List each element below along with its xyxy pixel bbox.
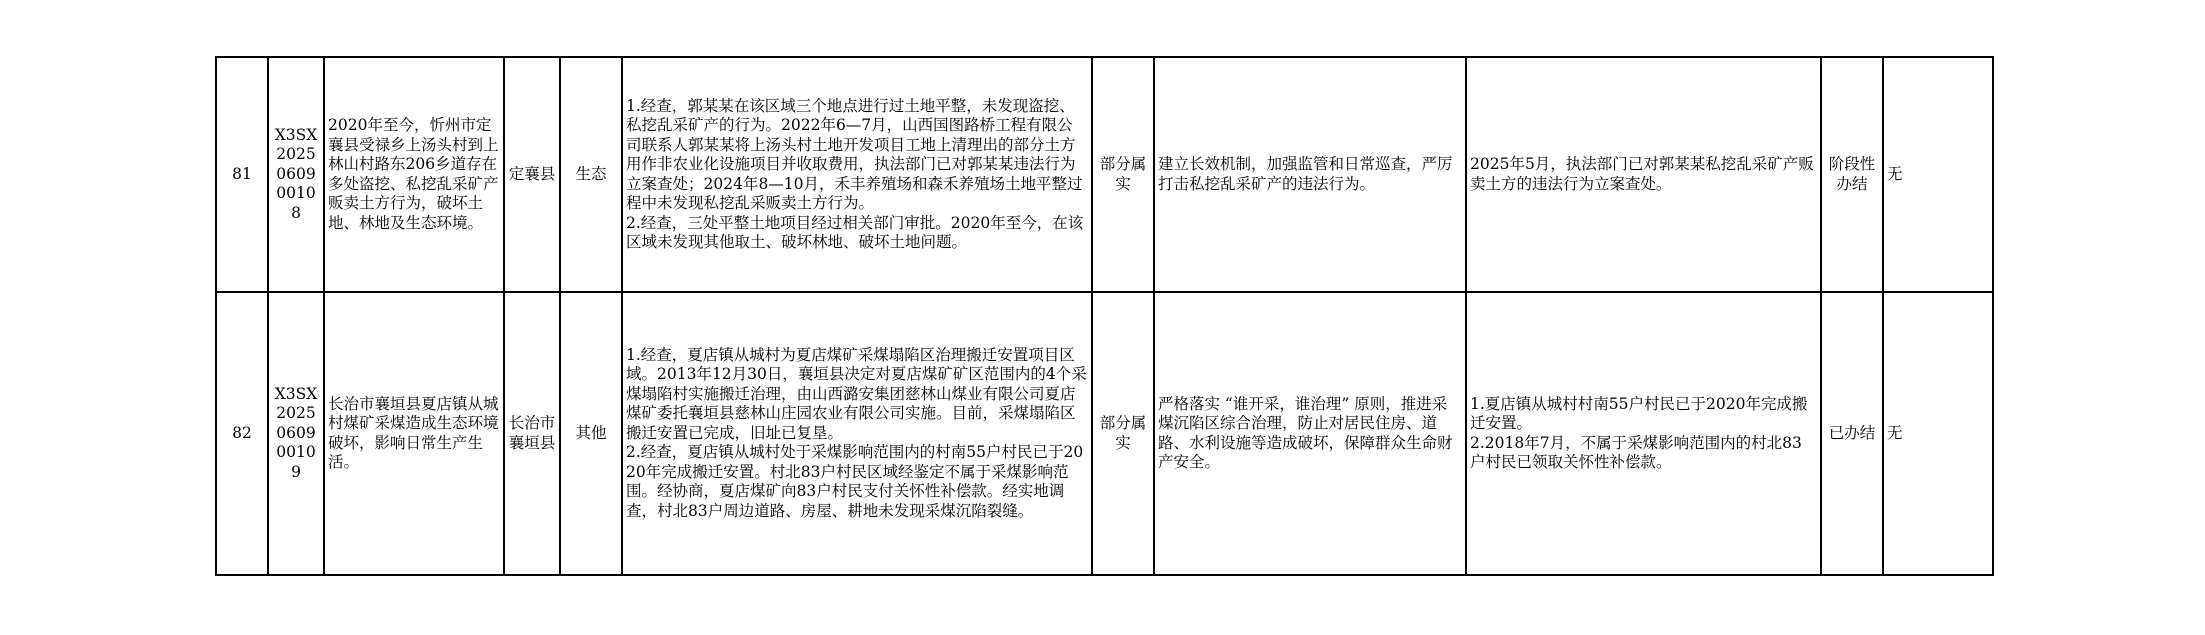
findings-paragraph: 1.经查，夏店镇从城村为夏店煤矿采煤塌陷区治理搬迁安置项目区域。2013年12月30日，襄垣县决定对夏店煤矿矿区范围内的4个采煤塌陷村实施搬迁治理，由山西潞安集团慈林山煤业有限公司夏店煤矿委托襄垣县慈林山庄园农业有限公司实施。目前，采煤塌陷区搬迁安置已完成，旧址已复垦。: [626, 345, 1087, 442]
case-number: 81: [216, 57, 268, 292]
pollution-category: 其他: [560, 292, 622, 575]
findings-paragraph: 2.经查，夏店镇从城村处于采煤影响范围内的村南55户村民已于2020年完成搬迁安置。村北83户村民区域经鉴定不属于采煤影响范围。经协商，夏店煤矿向83户村民支付关怀性补偿款。经实地调查，村北83户周边道路、房屋、耕地未发现采煤沉陷裂缝。: [626, 443, 1084, 520]
investigation-findings: [622, 57, 1092, 292]
accountability: 无: [1883, 292, 1993, 575]
administrative-region: 长治市襄垣县: [504, 292, 560, 575]
investigation-findings: [622, 292, 1092, 575]
handling-result: [1466, 57, 1821, 292]
complaint-description: 长治市襄垣县夏店镇从城村煤矿采煤造成生态环境破坏，影响日常生产生活。: [324, 292, 504, 575]
handling-paragraph: 2.2018年7月，不属于采煤影响范围内的村北83户村民已领取关怀性补偿款。: [1470, 433, 1802, 471]
rectification-measures: 建立长效机制，加强监管和日常巡查，严厉打击私挖乱采矿产的违法行为。: [1154, 57, 1466, 292]
case-table: [215, 56, 1994, 576]
administrative-region: 定襄县: [504, 57, 560, 292]
findings-paragraph: 1.经查，郭某某在该区域三个地点进行过土地平整，未发现盗挖、私挖乱采矿产的行为。2022年6—7月，山西国图路桥工程有限公司联系人郭某某将上汤头村土地开发项目工地上清理出的部分土方用作非农业化设施项目并收取费用，执法部门已对郭某某违法行为立案查处；2024年8—10月，禾丰养殖场和森禾养殖场土地平整过程中未发现私挖乱采贩卖土方行为。: [626, 96, 1083, 212]
verification-result: 部分属实: [1092, 57, 1154, 292]
case-code: X3SX2025060900109: [268, 292, 324, 575]
handling-result: [1466, 292, 1821, 575]
completion-status: 阶段性办结: [1821, 57, 1883, 292]
rectification-measures: 严格落实 “谁开采，谁治理” 原则，推进采煤沉陷区综合治理，防止对居民住房、道路、水利设施等造成破坏，保障群众生命财产安全。: [1154, 292, 1466, 575]
case-code: X3SX2025060900108: [268, 57, 324, 292]
findings-paragraph: 2.经查，三处平整土地项目经过相关部门审批。2020年至今，在该区域未发现其他取土、破坏林地、破坏土地问题。: [626, 213, 1084, 251]
pollution-category: 生态: [560, 57, 622, 292]
handling-paragraph: 2025年5月，执法部门已对郭某某私挖乱采矿产贩卖土方的违法行为立案查处。: [1470, 155, 1814, 193]
case-number: 82: [216, 292, 268, 575]
handling-paragraph: 1.夏店镇从城村村南55户村民已于2020年完成搬迁安置。: [1470, 394, 1808, 432]
complaint-description: 2020年至今，忻州市定襄县受禄乡上汤头村到上林山村路东206乡道存在多处盗挖、私挖乱采矿产贩卖土方行为，破坏土地、林地及生态环境。: [324, 57, 504, 292]
verification-result: 部分属实: [1092, 292, 1154, 575]
accountability: 无: [1883, 57, 1993, 292]
table-row: [216, 57, 1993, 292]
table-row: [216, 292, 1993, 575]
completion-status: 已办结: [1821, 292, 1883, 575]
